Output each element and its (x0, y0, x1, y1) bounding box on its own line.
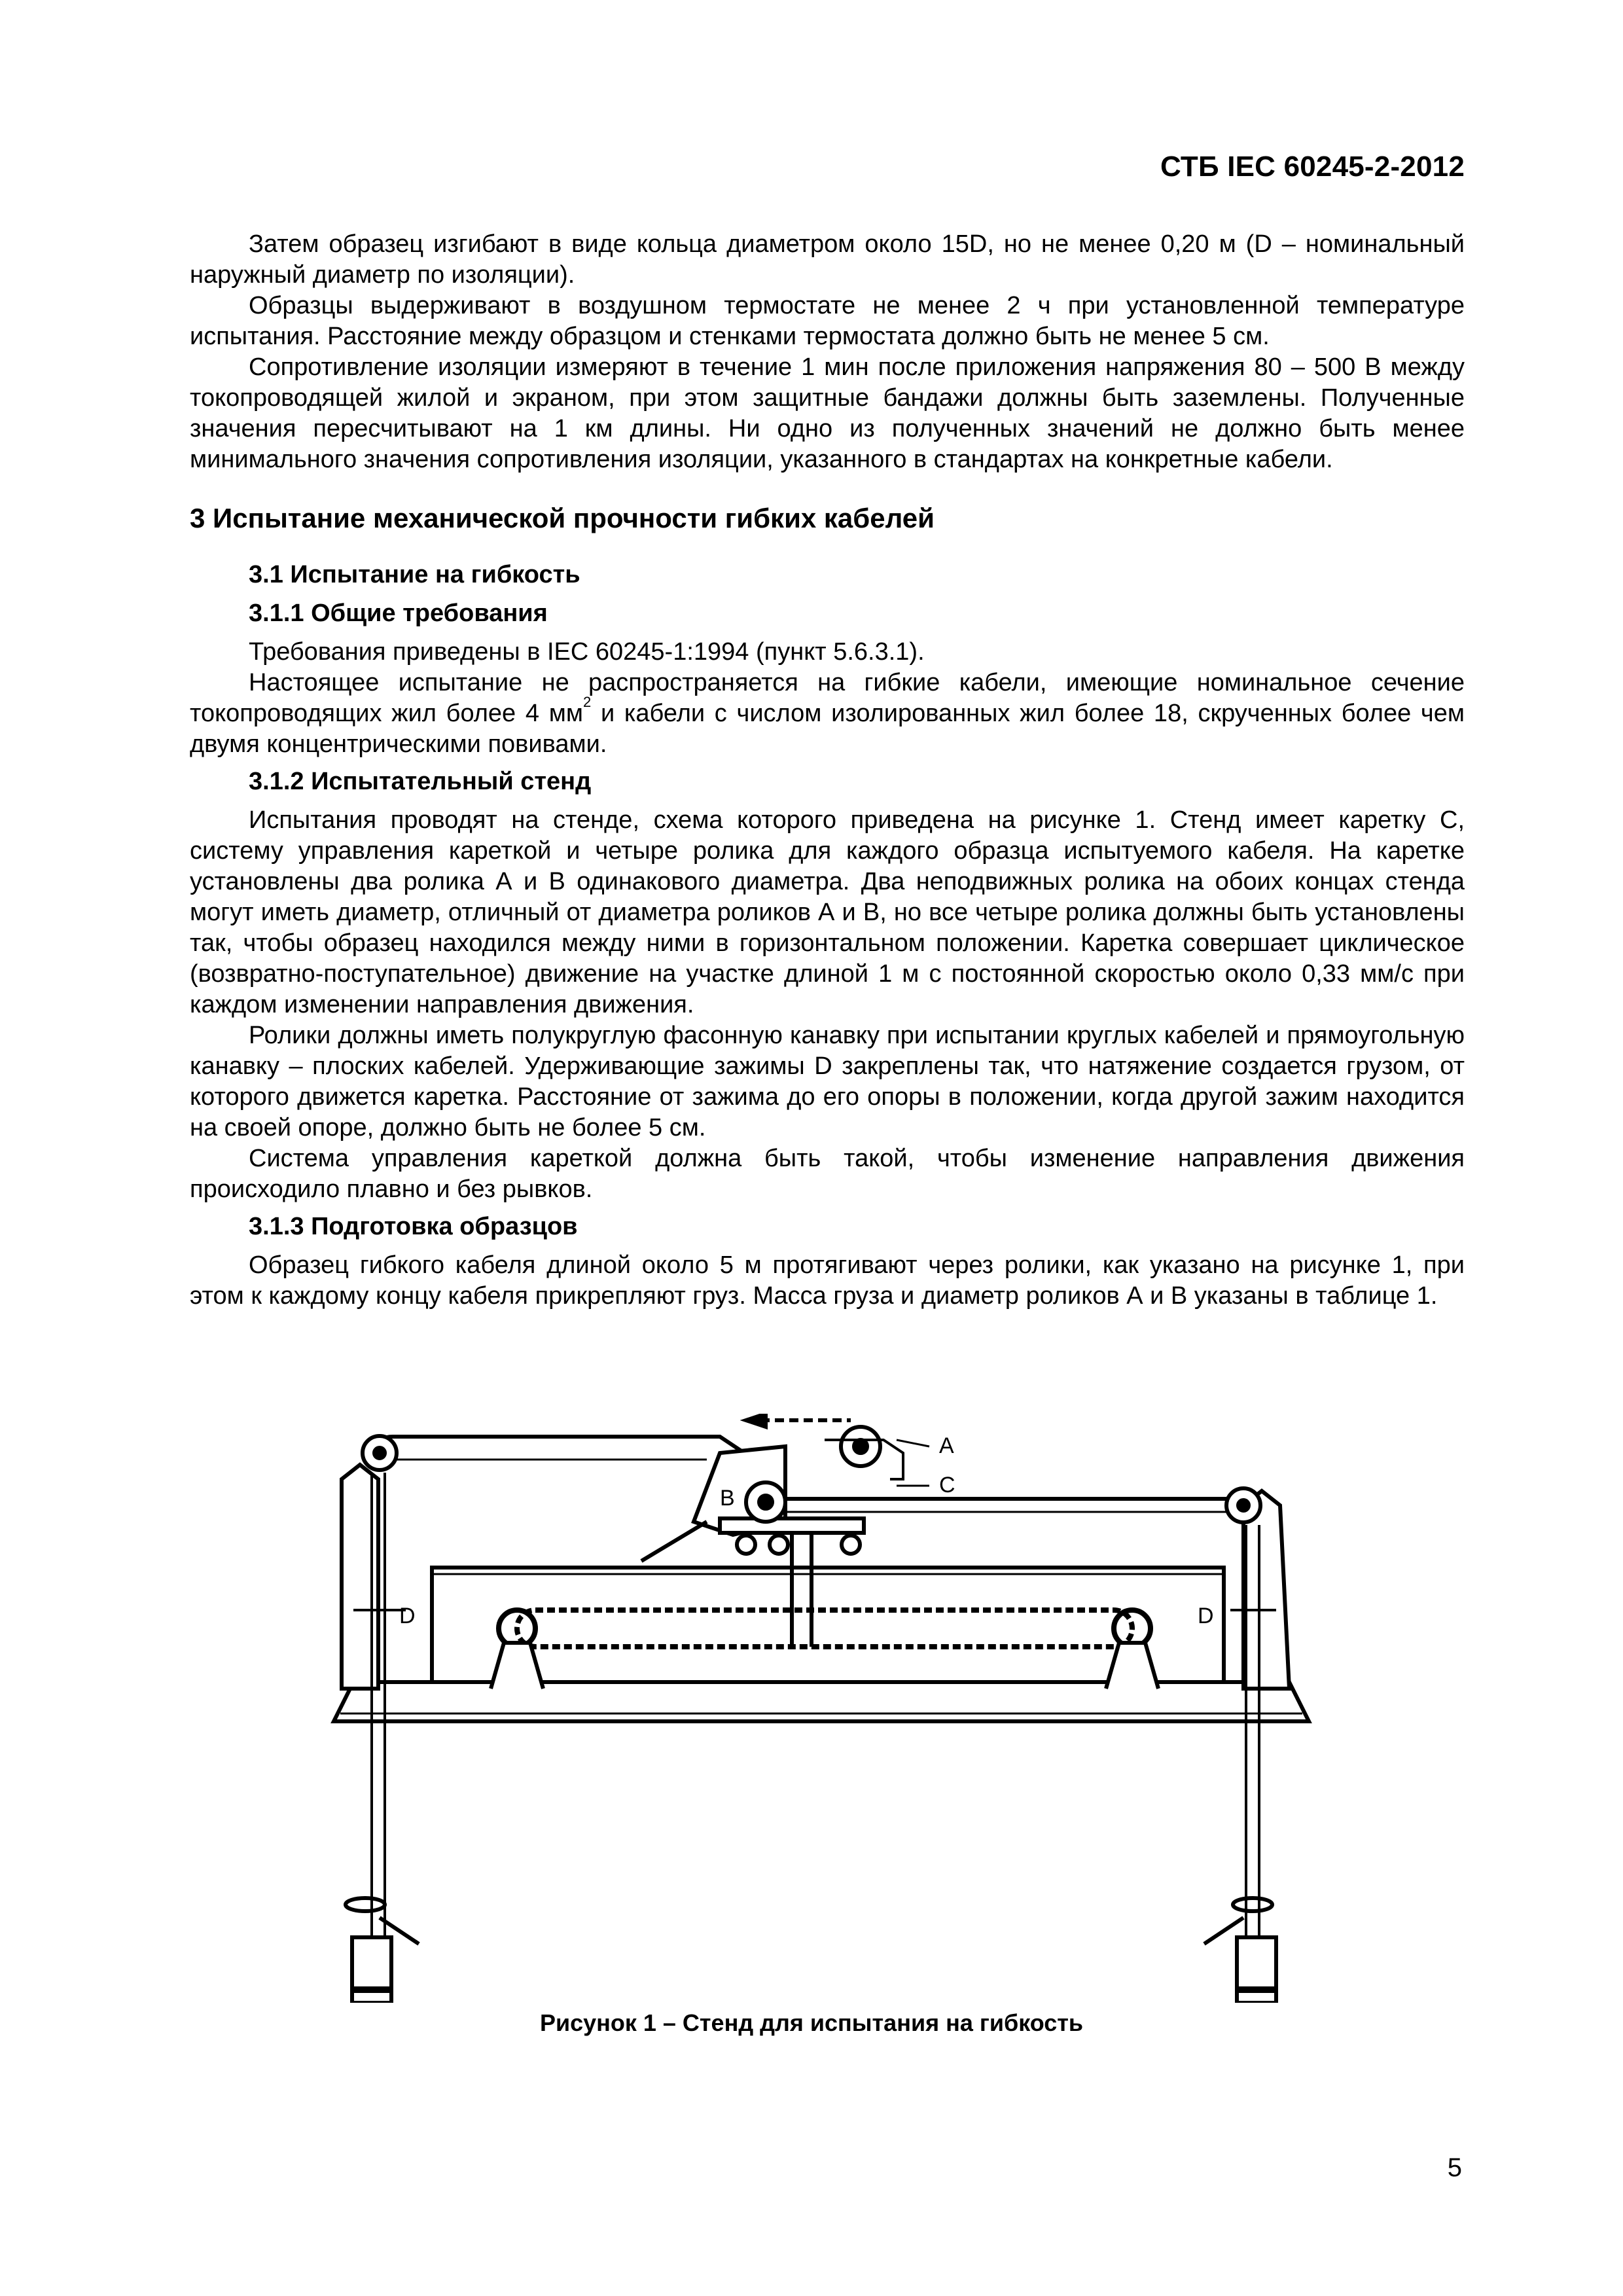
test-stand-diagram (327, 1414, 1322, 2003)
figure-caption: Рисунок 1 – Стенд для испытания на гибкость (539, 2009, 1084, 2036)
paragraph-text: Настоящее испытание не распространяется на гибкие кабели, имеющие номинальное сечение токопроводящих жил более 4 мм (190, 669, 1465, 727)
superscript: 2 (583, 694, 592, 710)
paragraph: Затем образец изгибают в виде кольца диаметром около 15D, но не менее 0,20 м (D – номинальный наружный диаметр по изоляции). (190, 230, 1465, 289)
label-a: A (939, 1433, 954, 1458)
label-d-left: D (399, 1604, 416, 1628)
figure-1-test-stand (327, 1414, 1322, 2003)
section-3-1-heading: 3.1 Испытание на гибкость (249, 561, 580, 588)
section-3-heading: 3 Испытание механической прочности гибких кабелей (190, 503, 935, 533)
document-code: СТБ IEC 60245-2-2012 (1160, 151, 1465, 183)
label-d-right: D (1198, 1604, 1214, 1628)
page-number: 5 (1447, 2153, 1462, 2182)
main-text (190, 229, 1465, 1312)
table-frame (334, 1682, 1309, 1721)
paragraph: Образцы выдерживают в воздушном термостате не менее 2 ч при установленной температуре испытания. Расстояние между образцом и стенками термостата должно быть не менее 5 см. (190, 292, 1465, 350)
inner-frame (432, 1568, 1224, 1682)
section-3-1-1-heading: 3.1.1 Общие требования (249, 600, 548, 627)
label-b: B (720, 1486, 735, 1511)
paragraph: Требования приведены в IEC 60245-1:1994 (пункт 5.6.3.1). (249, 638, 925, 666)
section-3-1-3-heading: 3.1.3 Подготовка образцов (249, 1213, 578, 1240)
cable-right (772, 1499, 1243, 1512)
paragraph: Ролики должны иметь полукруглую фасонную канавку при испытании круглых кабелей и прямоугольную канавку – плоских кабелей. Удерживающие зажимы D закреплены так, что натяжение создается грузом, от которого движется каретка. Расстояние от зажима до его опоры в положении, когда другой зажим находится на своей опоре, должно быть не более 5 см. (190, 1022, 1465, 1141)
section-3-1-2-heading: 3.1.2 Испытательный стенд (249, 768, 592, 795)
paragraph: Образец гибкого кабеля длиной около 5 м протягивают через ролики, как указано на рисунке 1, при этом к каждому концу кабеля прикрепляют груз. Масса груза и диаметр роликов А и В указаны в таблице 1. (190, 1251, 1465, 1310)
paragraph: Сопротивление изоляции измеряют в течение 1 мин после приложения напряжения 80 – 500 В между токопроводящей жилой и экраном, при этом защитные бандажи должны быть заземлены. Полученные значения пересчитывают на 1 км длины. Ни одно из полученных значений не должно быть менее минимального значения сопротивления изоляции, указанного в стандартах на конкретные кабели. (190, 353, 1465, 473)
paragraph-text: и кабели с числом изолированных жил более 18, скрученных более чем двумя концентрическими повивами. (190, 700, 1465, 758)
label-c: C (939, 1473, 955, 1498)
paragraph: Испытания проводят на стенде, схема которого приведена на рисунке 1. Стенд имеет каретку С, систему управления кареткой и четыре ролика для каждого образца испытуемого кабеля. На каретке установлены два ролика А и В одинакового диаметра. Два неподвижных ролика на обоих концах стенда могут иметь диаметр, отличный от диаметра роликов А и В, но все четыре ролика должны быть установлены так, чтобы образец находился между ними в горизонтальном положении. Каретка совершает циклическое (возвратно-поступательное) движение на участке длиной 1 м с постоянной скоростью около 0,33 мм/с при каждом изменении направления движения. (190, 806, 1465, 1018)
paragraph (190, 668, 1465, 760)
paragraph: Система управления кареткой должна быть такой, чтобы изменение направления движения происходило плавно и без рывков. (190, 1145, 1465, 1203)
